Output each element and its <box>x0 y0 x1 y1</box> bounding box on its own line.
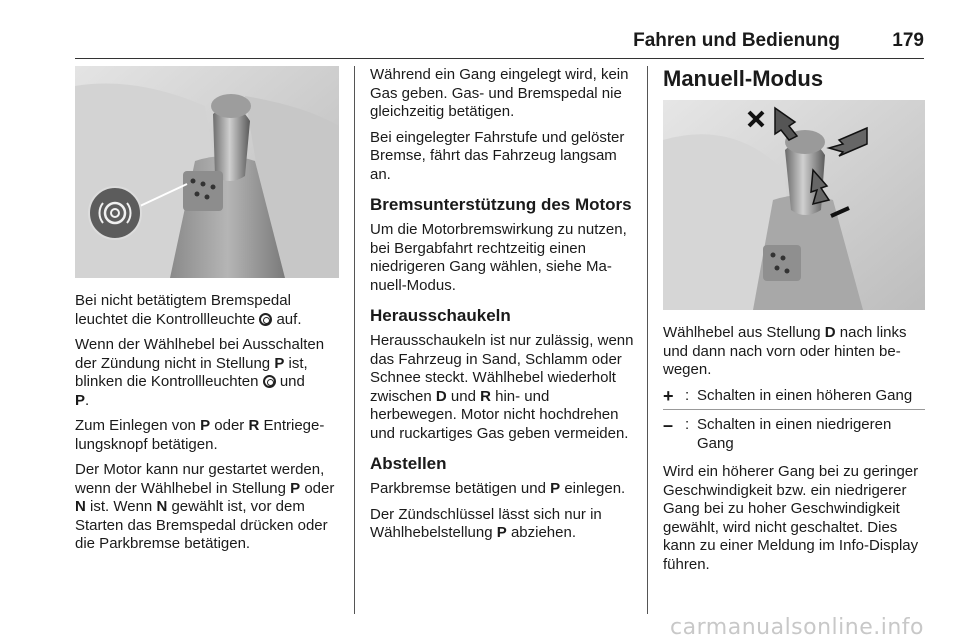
right-column <box>663 66 925 581</box>
paragraph-engine-braking: Um die Motorbremswirkung zu nutzen, bei Bergabfahrt rechtzeitig einen niedrigeren Gang wählen, siehe Manuell-Modus. <box>370 221 627 294</box>
upshift-row: + : Schalten in einen höheren Gang <box>663 387 925 406</box>
paragraph-select-manual: Wählhebel aus Stellung D nach links und dann nach vorn oder hinten bewegen. <box>663 324 907 378</box>
gear-lever-illustration <box>75 66 339 278</box>
paragraph-creep: Bei eingelegter Fahrstufe und gelöster Bremse, fährt das Fahrzeug langsam an. <box>370 128 625 183</box>
paragraph-ignition-off: Wenn der Wählhebel bei Ausschalten der Zündung nicht in Stellung P ist, blinken die Kontrollleuchten und P. <box>75 336 325 409</box>
heading-manual-mode: Manuell-Modus <box>663 66 824 91</box>
left-column <box>75 66 345 561</box>
middle-column <box>370 66 636 550</box>
paragraph-engine-start: Der Motor kann nur gestartet werden, wenn der Wählhebel in Stellung P oder N ist. Wenn N gewählt ist, vor dem Starten das Bremspedal drücken oder die Parkbremse betätigen. <box>75 461 335 552</box>
page-number: 179 <box>892 30 924 51</box>
minus-icon: – <box>663 415 674 435</box>
paragraph-shift-lockout: Wird ein höherer Gang bei zu geringer Geschwindigkeit bzw. ein niedrigerer Gang bei zu hoher Geschwindigkeit gewählt, wird nicht geschaltet. Dies kann zu einer Meldung im Info-Display führen. <box>663 463 919 573</box>
heading-engine-braking: Bremsunterstützung des Motors <box>370 195 632 214</box>
manual-mode-illustration <box>663 100 925 310</box>
heading-parking: Abstellen <box>370 454 447 473</box>
watermark: carmanualsonline.info <box>670 615 924 640</box>
gear-lever-drawing <box>75 66 339 278</box>
paragraph-release-button: Zum Einlegen von P oder R Entriegelungsknopf betätigen. <box>75 417 325 453</box>
brake-indicator-icon <box>259 313 272 326</box>
header-divider <box>75 58 924 59</box>
downshift-row: – : Schalten in einen niedrigeren Gang <box>663 416 925 453</box>
paragraph-rocking: Herausschaukeln ist nur zulässig, wenn das Fahrzeug in Sand, Schlamm oder Schnee steckt. Wählhebel wiederholt zwischen D und R hin- und herbewegen. Motor nicht hochdrehen und ruckartiges Gas geben vermeiden. <box>370 332 634 442</box>
downshift-description: Schalten in einen niedrigeren Gang <box>697 416 892 452</box>
page-header <box>0 0 960 58</box>
row-divider <box>663 409 925 410</box>
upshift-description: Schalten in einen höheren Gang <box>697 386 913 404</box>
plus-icon: + <box>663 385 674 406</box>
manual-shift-drawing <box>663 100 925 310</box>
paragraph-warning-light: Bei nicht betätigtem Bremspedal leuchtet die Kontrollleuchte auf. <box>75 292 302 328</box>
section-title: Fahren und Bedienung <box>633 30 840 51</box>
heading-rocking: Herausschaukeln <box>370 306 511 325</box>
paragraph-no-gas: Während ein Gang eingelegt wird, kein Gas geben. Gas- und Bremspedal nie gleichzeitig betätigen. <box>370 66 629 120</box>
column-divider-2 <box>647 66 648 614</box>
brake-indicator-icon <box>263 375 276 388</box>
column-divider-1 <box>354 66 355 614</box>
paragraph-key-removal: Der Zündschlüssel lässt sich nur in Wählhebelstellung P abziehen. <box>370 505 602 541</box>
paragraph-parking: Parkbremse betätigen und P einlegen. <box>370 480 626 497</box>
